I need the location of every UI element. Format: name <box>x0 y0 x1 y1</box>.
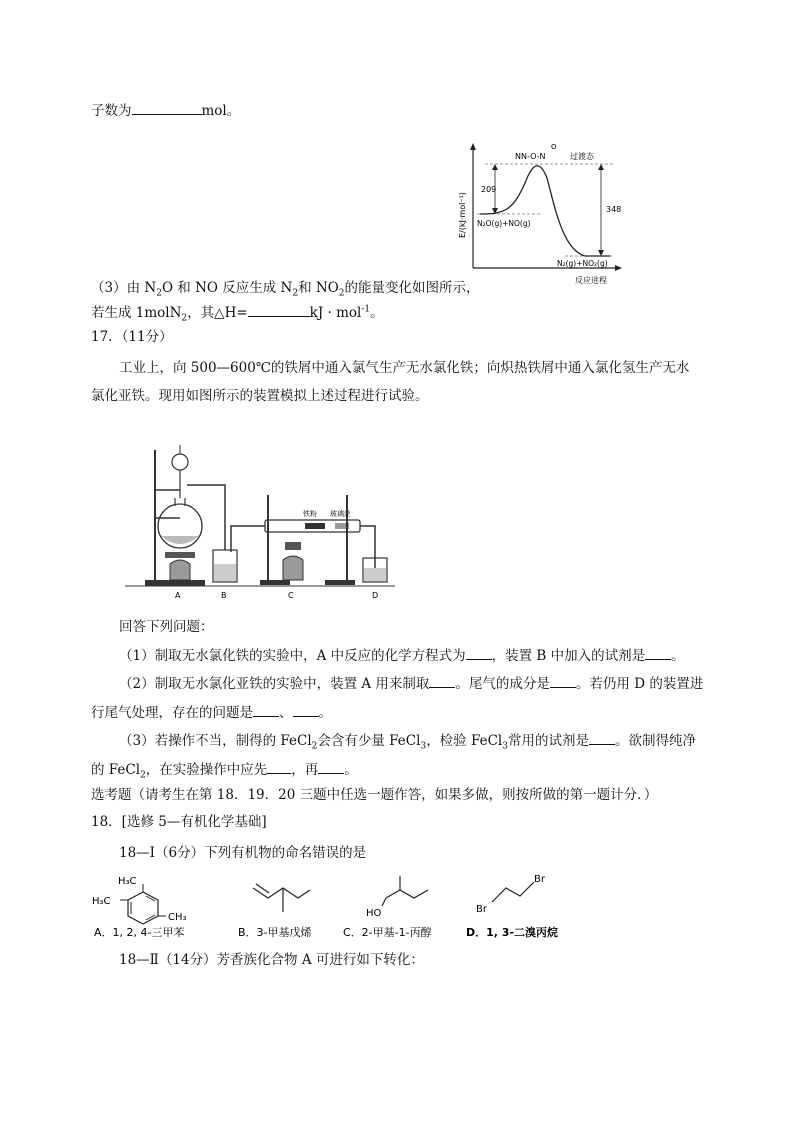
q18-1: 18—Ⅰ（6分）下列有机物的命名错误的是 <box>119 845 367 861</box>
q16-part3-line2: 若生成 1molN$_2$，其△H= kJ · mol$^{-1}$。 <box>91 302 384 323</box>
q17-intro-line1: 工业上，向 500—600℃的铁屑中通入氯气生产无水氯化铁；向炽热铁屑中通入氯化氢生产无水 <box>119 360 690 376</box>
label-glass-wool: 玻璃丝 <box>330 510 351 518</box>
q16-tail-line: 子数为 mol。 <box>91 100 240 121</box>
ts-oxygen: O <box>551 143 557 151</box>
q17-header: 17．（11分） <box>91 329 173 345</box>
ea-forward: 209 <box>481 185 497 194</box>
answer-blank[interactable] <box>429 673 455 688</box>
ts-structure: NN-O-N <box>515 152 546 161</box>
label-d: D <box>372 591 379 600</box>
c-ho: HO <box>366 908 382 919</box>
energy-diagram <box>425 138 625 288</box>
elective-note: 选考题（请考生在第 18．19．20 三题中任选一题作答，如果多做，则按所做的第一题计分．） <box>91 787 658 803</box>
q17-q3-line2: 的 FeCl$_2$，在实验操作中应先 ，再 。 <box>91 759 358 780</box>
answer-blank[interactable] <box>318 759 344 774</box>
a-ch3-top: H₃C <box>118 876 137 887</box>
a-ch3-left: H₃C <box>92 896 111 907</box>
answer-blank[interactable] <box>248 302 310 317</box>
option-c-label: C．2-甲基-1-丙醇 <box>343 926 432 939</box>
q17-q1: （1）制取无水氯化铁的实验中，A 中反应的化学方程式为 ，装置 B 中加入的试剂是 。 <box>119 645 685 666</box>
y-axis-label: E/(kJ·mol⁻¹) <box>458 192 467 238</box>
q16-part3-line1: （3）由 $N_2O$ 和 NO 反应生成 $N_2$和 $NO_2$的能量变化如图所示， <box>91 280 480 299</box>
answer-prompt: 回答下列问题： <box>119 619 214 635</box>
ts-label: 过渡态 <box>570 152 594 161</box>
label-b: B <box>221 591 227 600</box>
structures-row <box>88 868 588 940</box>
option-b-label: B．3-甲基戊烯 <box>238 926 312 939</box>
q17-intro-line2: 氯化亚铁。现用如图所示的装置模拟上述过程进行试验。 <box>91 388 429 404</box>
products-label: N₂(g)+NO₂(g) <box>557 259 608 268</box>
d-br-left: Br <box>476 904 487 915</box>
apparatus-diagram <box>125 440 395 606</box>
answer-blank[interactable] <box>132 100 202 115</box>
answer-blank[interactable] <box>589 730 615 745</box>
a-ch3-right: CH₃ <box>168 912 187 923</box>
label-iron-powder: 铁粉 <box>303 510 317 518</box>
reactants-label: N₂O(g)+NO(g) <box>477 219 531 228</box>
answer-blank[interactable] <box>267 759 291 774</box>
q17-q2: （2）制取无水氯化亚铁的实验中，装置 A 用来制取 。尾气的成分是 。若仍用 D 的装置进 <box>119 673 703 694</box>
answer-blank[interactable] <box>550 673 576 688</box>
ea-reverse: 348 <box>606 205 622 214</box>
option-d-label: D．1, 3-二溴丙烷 <box>466 926 559 939</box>
q17-q2-line2: 行尾气处理，存在的问题是 、 。 <box>91 702 332 723</box>
label-a: A <box>175 591 181 600</box>
q18-header: 18．[选修 5—有机化学基础] <box>91 814 267 830</box>
answer-blank[interactable] <box>466 645 492 660</box>
answer-blank[interactable] <box>293 702 319 717</box>
x-axis-label: 反应进程 <box>575 276 607 285</box>
answer-blank[interactable] <box>645 645 671 660</box>
q18-2: 18—Ⅱ（14分）芳香族化合物 A 可进行如下转化： <box>119 952 424 968</box>
q17-q3: （3）若操作不当，制得的 FeCl$_2$会含有少量 FeCl$_3$，检验 FeCl$_3$常用的试剂是 。欲制得纯净 <box>119 730 696 751</box>
answer-blank[interactable] <box>253 702 279 717</box>
option-a-label: A．1, 2, 4-三甲苯 <box>94 926 185 939</box>
label-c: C <box>288 591 294 600</box>
d-br-right: Br <box>534 874 545 885</box>
